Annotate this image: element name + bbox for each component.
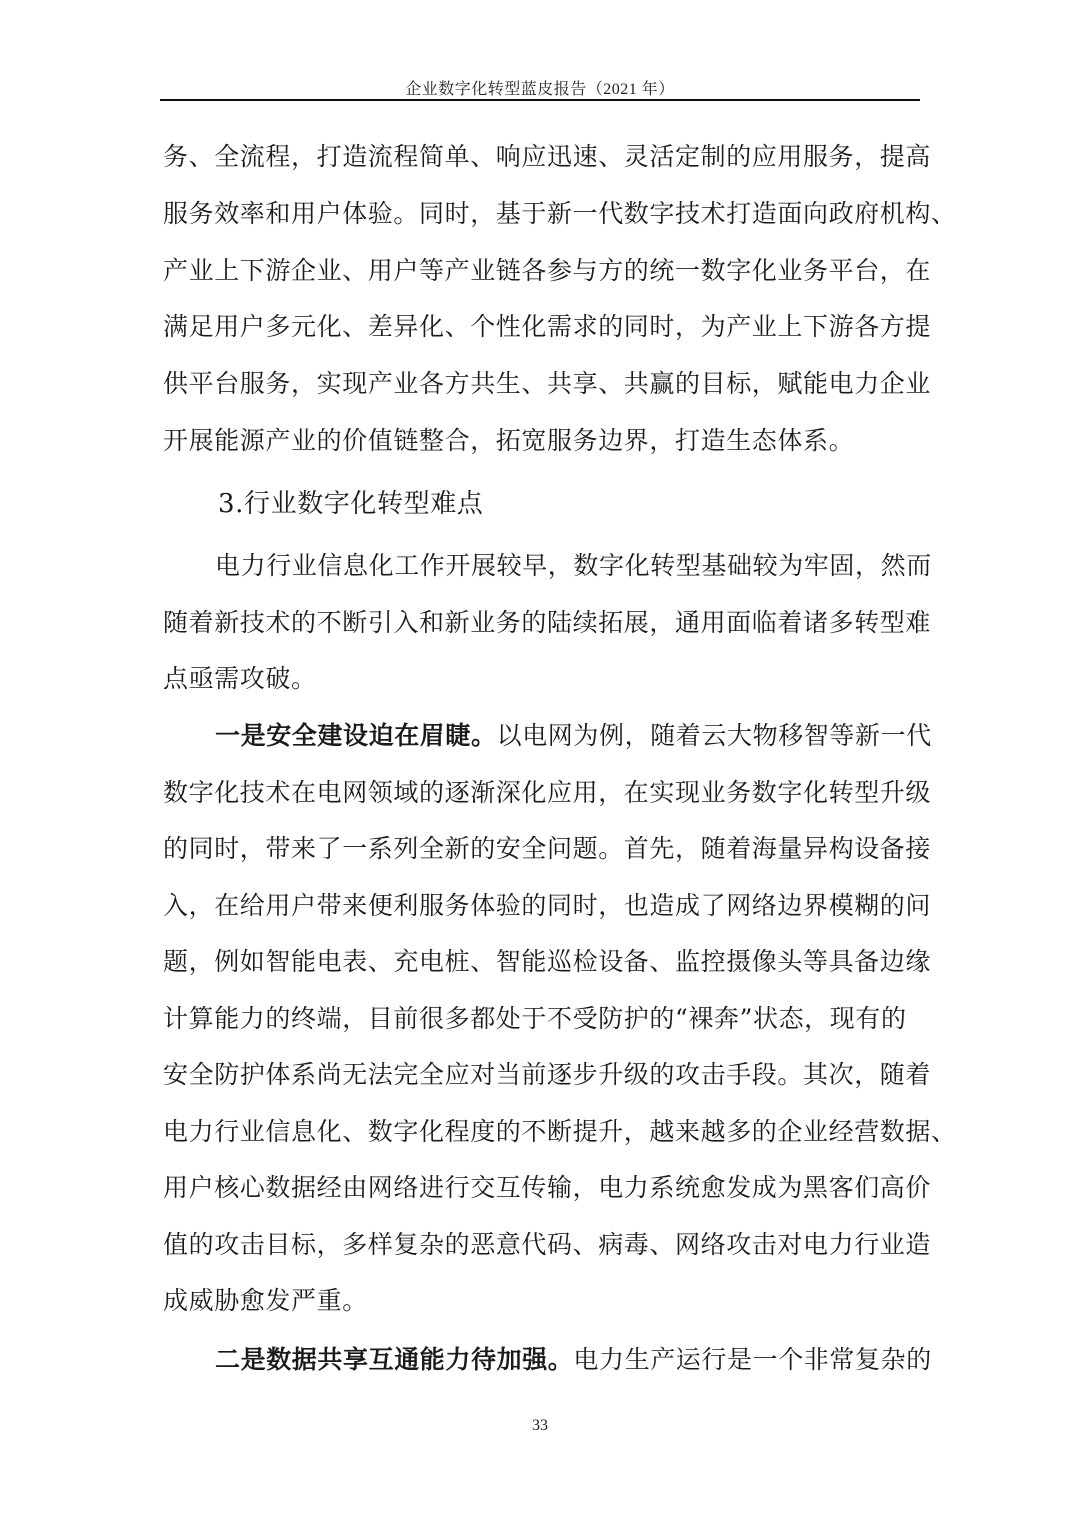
body-line: 数字化技术在电网领域的逐渐深化应用，在实现业务数字化转型升级 xyxy=(163,778,932,807)
body-line: 满足用户多元化、差异化、个性化需求的同时，为产业上下游各方提 xyxy=(163,312,932,341)
paragraph-lead-rest: 以电网为例，随着云大物移智等新一代 xyxy=(496,721,932,750)
body-line: 电力行业信息化工作开展较早，数字化转型基础较为牢固，然而 xyxy=(215,551,932,580)
body-line-first xyxy=(215,716,975,756)
body-line: 务、全流程，打造流程简单、响应迅速、灵活定制的应用服务，提高 xyxy=(163,142,932,171)
page-header xyxy=(160,70,920,102)
body-line: 服务效率和用户体验。同时，基于新一代数字技术打造面向政府机构、 xyxy=(163,199,957,228)
body-line: 供平台服务，实现产业各方共生、共享、共赢的目标，赋能电力企业 xyxy=(163,369,932,398)
header-title: 企业数字化转型蓝皮报告（2021 年） xyxy=(405,81,675,98)
body-line: 开展能源产业的价值链整合，拓宽服务边界，打造生态体系。 xyxy=(163,426,855,455)
body-line: 值的攻击目标，多样复杂的恶意代码、病毒、网络攻击对电力行业造 xyxy=(163,1230,932,1259)
paragraph-lead-rest: 电力生产运行是一个非常复杂的 xyxy=(573,1345,932,1374)
body-line-first xyxy=(215,1340,975,1380)
body-line: 产业上下游企业、用户等产业链各参与方的统一数字化业务平台，在 xyxy=(163,256,932,285)
body-line: 题，例如智能电表、充电桩、智能巡检设备、监控摄像头等具备边缘 xyxy=(163,947,932,976)
body-line: 入，在给用户带来便利服务体验的同时，也造成了网络边界模糊的问 xyxy=(163,891,932,920)
header-rule xyxy=(160,99,920,101)
page-number: 33 xyxy=(532,1417,548,1434)
body-line: 计算能力的终端，目前很多都处于不受防护的“裸奔”状态，现有的 xyxy=(163,1004,907,1033)
body-line: 点亟需攻破。 xyxy=(163,664,317,693)
section-heading: 3.行业数字化转型难点 xyxy=(218,489,484,519)
paragraph-lead-bold: 一是安全建设迫在眉睫。 xyxy=(215,721,497,750)
paragraph-lead-bold: 二是数据共享互通能力待加强。 xyxy=(215,1345,574,1374)
body-line: 随着新技术的不断引入和新业务的陆续拓展，通用面临着诸多转型难 xyxy=(163,608,932,637)
body-line: 用户核心数据经由网络进行交互传输，电力系统愈发成为黑客们高价 xyxy=(163,1173,932,1202)
body-line: 的同时，带来了一系列全新的安全问题。首先，随着海量异构设备接 xyxy=(163,834,932,863)
body-line: 电力行业信息化、数字化程度的不断提升，越来越多的企业经营数据、 xyxy=(163,1117,957,1146)
body-line: 成威胁愈发严重。 xyxy=(163,1286,368,1315)
body-line: 安全防护体系尚无法完全应对当前逐步升级的攻击手段。其次，随着 xyxy=(163,1060,932,1089)
